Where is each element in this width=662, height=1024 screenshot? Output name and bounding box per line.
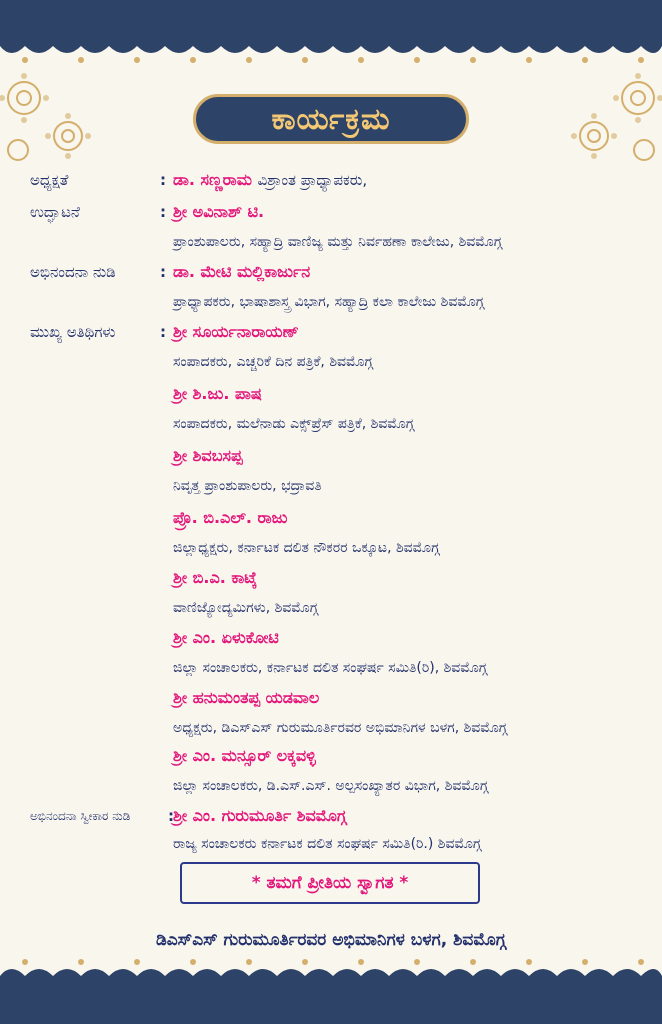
person-description: ಜಿಲ್ಲಾ ಸಂಚಾಲಕರು, ಕರ್ನಾಟಕ ದಲಿತ ಸಂಘರ್ಷ ಸಮಿತಿ(ರಿ), ಶಿವಮೊಗ್ಗ	[173, 660, 488, 676]
role-label: ಅಭಿನಂದನಾ ಸ್ವೀಕಾರ ನುಡಿ	[30, 809, 131, 823]
colon: :	[168, 807, 174, 825]
bottom-border-band	[0, 980, 662, 1024]
person-name: ಶ್ರೀ ಬಿ.ಎ. ಕಾಟ್ಕೆ	[173, 568, 257, 587]
person-name: ಶ್ರೀ ಎಂ. ಮನ್ಸೂರ್ ಲಕ್ಕವಳ್ಳಿ	[173, 746, 316, 765]
role-label: ಉದ್ಘಾಟನೆ	[30, 203, 80, 221]
person-description: ವಾಣಿಜ್ಯೋದ್ಯಮಿಗಳು, ಶಿವಮೊಗ್ಗ	[173, 600, 319, 616]
person-name: ಶ್ರೀ ಹನುಮಂತಪ್ಪ ಯಡವಾಲ	[173, 688, 320, 707]
person-name: ಶ್ರೀ ಸೂರ್ಯನಾರಾಯಣ್	[173, 322, 299, 341]
person-name: ಶ್ರೀ ಶಿ.ಜು. ಪಾಷ	[173, 384, 262, 403]
person-description: ಅಧ್ಯಕ್ಷರು, ಡಿಎಸ್‌ಎಸ್ ಗುರುಮೂರ್ತಿರವರ ಅಭಿಮಾನಿಗಳ ಬಳಗ, ಶಿವಮೊಗ್ಗ	[173, 720, 508, 736]
person-description: ಪ್ರಾಂಶುಪಾಲರು, ಸಹ್ಯಾದ್ರಿ ವಾಣಿಜ್ಯ ಮತ್ತು ನಿರ್ವಹಣಾ ಕಾಲೇಜು, ಶಿವಮೊಗ್ಗ	[173, 234, 503, 250]
person-name-text: ಡಾ. ಸಣ್ಣರಾಮ	[173, 170, 252, 189]
role-label: ಮುಖ್ಯ ಅತಿಥಿಗಳು	[30, 323, 116, 341]
title-pill	[193, 94, 469, 144]
top-border-band	[0, 0, 662, 40]
person-name: ಶ್ರೀ ಶಿವಬಸಪ್ಪ	[173, 446, 243, 465]
left-mandala-ornament	[0, 58, 100, 168]
person-description: ಸಂಪಾದಕರು, ಮಲೆನಾಡು ಎಕ್ಸ್‌ಪ್ರೆಸ್ ಪತ್ರಿಕೆ, ಶಿವಮೊಗ್ಗ	[173, 416, 415, 432]
title-banner	[193, 94, 469, 144]
person-description: ನಿವೃತ್ತ ಪ್ರಾಂಶುಪಾಲರು, ಭದ್ರಾವತಿ	[173, 478, 322, 494]
welcome-text: * ತಮಗೆ ಪ್ರೀತಿಯ ಸ್ವಾಗತ *	[251, 873, 409, 893]
footer-organizer: ಡಿಎಸ್‌ಎಸ್ ಗುರುಮೂರ್ತಿರವರ ಅಭಿಮಾನಿಗಳ ಬಳಗ, ಶಿವಮೊಗ್ಗ	[156, 930, 506, 950]
person-name	[173, 170, 367, 190]
person-description: ಜಿಲ್ಲಾಧ್ಯಕ್ಷರು, ಕರ್ನಾಟಕ ದಲಿತ ನೌಕರರ ಒಕ್ಕೂಟ, ಶಿವಮೊಗ್ಗ	[173, 540, 440, 556]
person-name: ಪ್ರೊ. ಬಿ.ಎಲ್. ರಾಜು	[173, 508, 288, 527]
colon: :	[160, 171, 166, 189]
person-description: ಪ್ರಾಧ್ಯಾಪಕರು, ಭಾಷಾಶಾಸ್ತ್ರ ವಿಭಾಗ, ಸಹ್ಯಾದ್ರಿ ಕಲಾ ಕಾಲೇಜು ಶಿವಮೊಗ್ಗ	[173, 294, 485, 310]
page-title: ಕಾರ್ಯಕ್ರಮ	[271, 101, 391, 137]
role-label: ಅಭಿನಂದನಾ ನುಡಿ	[30, 263, 116, 281]
right-mandala-ornament	[560, 58, 662, 168]
person-name: ಶ್ರೀ ಎಂ. ಗುರುಮೂರ್ತಿ ಶಿವಮೊಗ್ಗ	[173, 806, 347, 825]
person-description: ರಾಜ್ಯ ಸಂಚಾಲಕರು ಕರ್ನಾಟಕ ದಲಿತ ಸಂಘರ್ಷ ಸಮಿತಿ(ರಿ.) ಶಿವಮೊಗ್ಗ	[173, 836, 482, 852]
colon: :	[160, 263, 166, 281]
person-name: ಡಾ. ಮೇಟಿ ಮಲ್ಲಿಕಾರ್ಜುನ	[173, 262, 311, 281]
welcome-box	[180, 862, 480, 904]
role-label: ಅಧ್ಯಕ್ಷತೆ	[30, 171, 69, 189]
person-name: ಶ್ರೀ ಎಂ. ಏಳುಕೋಟಿ	[173, 628, 279, 647]
person-title: ವಿಶ್ರಾಂತ ಪ್ರಾಧ್ಯಾಪಕರು,	[257, 171, 368, 189]
person-name: ಶ್ರೀ ಅವಿನಾಶ್ ಟಿ.	[173, 202, 265, 221]
person-description: ಜಿಲ್ಲಾ ಸಂಚಾಲಕರು, ಡಿ.ಎಸ್.ಎಸ್. ಅಲ್ಪಸಂಖ್ಯಾತರ ವಿಭಾಗ, ಶಿವಮೊಗ್ಗ	[173, 778, 489, 794]
colon: :	[160, 203, 166, 221]
colon: :	[160, 323, 166, 341]
person-description: ಸಂಪಾದಕರು, ಎಚ್ಚರಿಕೆ ದಿನ ಪತ್ರಿಕೆ, ಶಿವಮೊಗ್ಗ	[173, 354, 373, 370]
bottom-scallop-border	[0, 956, 662, 984]
